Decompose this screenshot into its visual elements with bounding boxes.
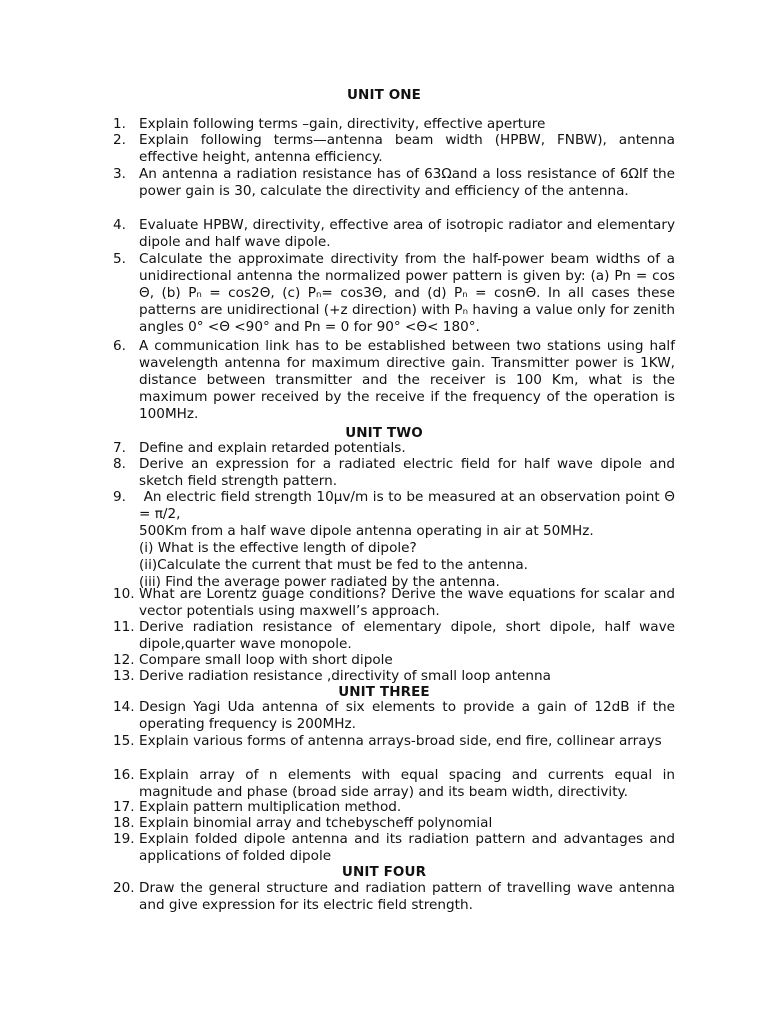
question-number: 5.	[113, 251, 126, 267]
question-text: An electric field strength 10µv/m is to be measured at an observation point Θ = π/2,	[139, 489, 680, 522]
question-17	[113, 799, 675, 816]
question-number: 7.	[113, 440, 126, 456]
question-13	[113, 668, 675, 685]
question-text: Derive an expression for a radiated electric field for half wave dipole and sketch field strength pattern.	[139, 456, 675, 489]
question-number: 20.	[113, 880, 135, 896]
unit-three-heading: UNIT THREE	[338, 684, 430, 700]
question-number: 15.	[113, 733, 135, 749]
question-7	[113, 440, 675, 457]
question-number: 18.	[113, 815, 135, 831]
question-text: Explain various forms of antenna arrays-broad side, end fire, collinear arrays	[139, 733, 662, 749]
sub-question-i: (i) What is the effective length of dipole?	[139, 540, 417, 556]
question-14	[113, 699, 675, 733]
question-6	[113, 338, 675, 423]
sub-question-iii: (iii) Find the average power radiated by the antenna.	[139, 574, 500, 590]
question-text: Explain folded dipole antenna and its radiation pattern and advantages and applications of folded dipole	[139, 831, 675, 864]
question-text: Explain binomial array and tchebyscheff polynomial	[139, 815, 493, 831]
question-number: 4.	[113, 217, 126, 233]
question-number: 2.	[113, 132, 126, 148]
question-number: 1.	[113, 116, 126, 132]
question-11	[113, 619, 675, 653]
question-text: Calculate the approximate directivity from the half-power beam widths of a unidirectional antenna the normalized power pattern is given by: (a) Pn = cos Θ, (b) Pₙ = cos2Θ, (c) Pₙ= cos3Θ, and (d) Pₙ = cosnΘ. In all cases these patterns are unidirectional (+z direction) with Pₙ having a value only for zenith angles 0° <Θ <90° and Pn = 0 for 90° <Θ< 180°.	[139, 251, 675, 335]
question-number: 11.	[113, 619, 135, 635]
question-number: 14.	[113, 699, 135, 715]
question-number: 10.	[113, 586, 135, 602]
question-text: Derive radiation resistance of elementary dipole, short dipole, half wave dipole,quarter wave monopole.	[139, 619, 675, 652]
question-text-continued: 500Km from a half wave dipole antenna operating in air at 50MHz.	[139, 523, 594, 539]
question-number: 16.	[113, 767, 135, 783]
question-text: Evaluate HPBW, directivity, effective area of isotropic radiator and elementary dipole and half wave dipole.	[139, 217, 675, 250]
question-text: What are Lorentz guage conditions? Derive the wave equations for scalar and vector potentials using maxwell’s approach.	[139, 586, 675, 619]
question-text: Explain following terms—antenna beam width (HPBW, FNBW), antenna effective height, antenna efficiency.	[139, 132, 675, 165]
question-text: Compare small loop with short dipole	[139, 652, 393, 668]
question-number: 17.	[113, 799, 135, 815]
sub-question-ii: (ii)Calculate the current that must be fed to the antenna.	[139, 557, 529, 573]
question-10	[113, 586, 675, 620]
question-2	[113, 132, 675, 166]
question-number: 12.	[113, 652, 135, 668]
question-text: Derive radiation resistance ,directivity of small loop antenna	[139, 668, 551, 684]
unit-four-heading: UNIT FOUR	[341, 864, 427, 880]
question-number: 9.	[113, 489, 126, 505]
question-5	[113, 251, 675, 336]
question-18	[113, 815, 675, 832]
question-text: An antenna a radiation resistance has of 63Ωand a loss resistance of 6ΩIf the power gain is 30, calculate the directivity and efficiency of the antenna.	[139, 166, 675, 199]
question-8	[113, 456, 675, 490]
question-text: Define and explain retarded potentials.	[139, 440, 406, 456]
question-1	[113, 116, 675, 133]
question-12	[113, 652, 675, 669]
question-16	[113, 767, 675, 801]
question-3	[113, 166, 675, 200]
question-number: 3.	[113, 166, 126, 182]
unit-one-heading: UNIT ONE	[347, 87, 421, 103]
question-9	[113, 489, 680, 591]
question-number: 13.	[113, 668, 135, 684]
question-text: A communication link has to be established between two stations using half wavelength antenna for maximum directive gain. Transmitter power is 1KW, distance between transmitter and the receiver is 100 Km, what is the maximum power received by the receive if the frequency of the operation is 100MHz.	[139, 338, 675, 422]
question-text: Draw the general structure and radiation pattern of travelling wave antenna and give expression for its electric field strength.	[139, 880, 675, 913]
question-text: Explain following terms –gain, directivity, effective aperture	[139, 116, 546, 132]
question-text: Explain array of n elements with equal spacing and currents equal in magnitude and phase (broad side array) and its beam width, directivity.	[139, 767, 675, 800]
question-15	[113, 733, 675, 750]
unit-two-heading: UNIT TWO	[345, 425, 423, 441]
question-4	[113, 217, 675, 251]
question-number: 8.	[113, 456, 126, 472]
question-text: Explain pattern multiplication method.	[139, 799, 402, 815]
question-number: 19.	[113, 831, 135, 847]
question-20	[113, 880, 675, 914]
question-text: Design Yagi Uda antenna of six elements to provide a gain of 12dB if the operating frequency is 200MHz.	[139, 699, 675, 732]
question-number: 6.	[113, 338, 126, 354]
question-19	[113, 831, 675, 865]
